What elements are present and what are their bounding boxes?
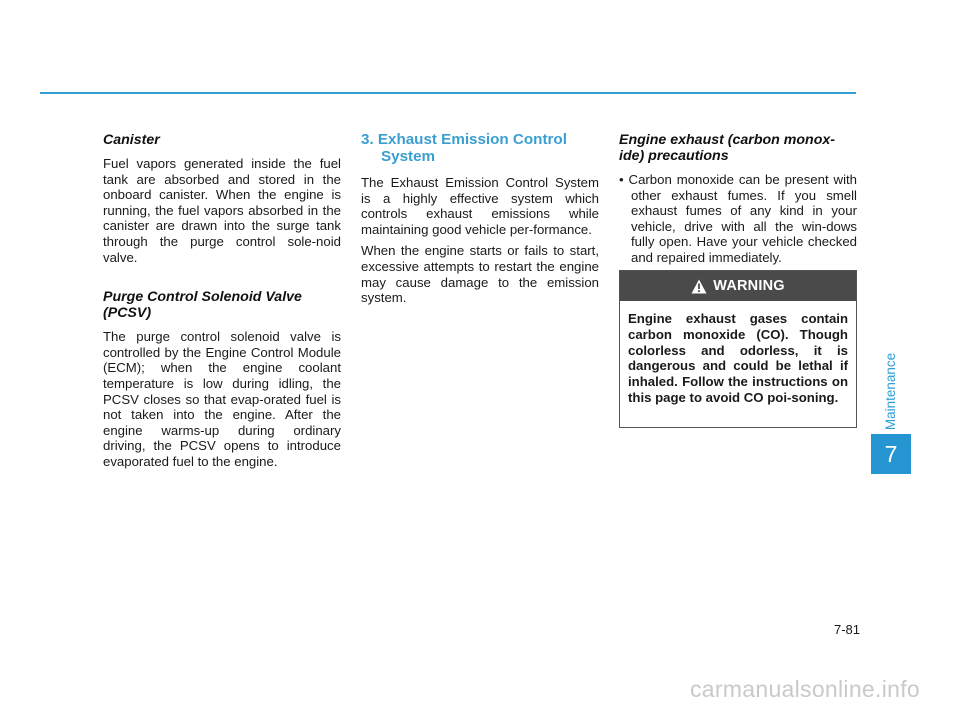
side-label-text: Maintenance: [883, 352, 899, 430]
top-rule: [40, 92, 856, 94]
side-section-label: [881, 346, 901, 436]
warning-triangle-icon: [691, 279, 707, 294]
warning-header: [620, 271, 856, 301]
pcsv-text: The purge control solenoid valve is controlled by the Engine Control Module (ECM); when the engine coolant temperature is low during idling, the PCSV closes so that evap-orated fuel is not taken into the engine. After the engine warms-up during ordinary driving, the PCSV opens to introduce evaporated fuel to the engine.: [103, 329, 341, 469]
warning-label: WARNING: [713, 278, 785, 294]
chapter-tab: [871, 434, 911, 474]
canister-heading: Canister: [103, 132, 160, 148]
section-heading: 3. Exhaust Emission Control System: [361, 131, 567, 165]
warning-box: [619, 270, 857, 428]
emission-para-1: The Exhaust Emission Control System is a highly effective system which controls exhaust emissions while maintaining good vehicle per-formance.: [361, 175, 599, 237]
pcsv-heading: Purge Control Solenoid Valve (PCSV): [103, 289, 302, 322]
canister-text: Fuel vapors generated inside the fuel tank are absorbed and stored in the onboard canister. When the engine is running, the fuel vapors absorbed in the canister are drawn into the surge tank through the purge control sole-noid valve.: [103, 156, 341, 265]
watermark: carmanualsonline.info: [689, 676, 920, 702]
exhaust-heading: Engine exhaust (carbon monox-ide) precautions: [619, 132, 835, 164]
emission-para-2: When the engine starts or fails to start, excessive attempts to restart the engine may cause damage to the emission system.: [361, 243, 599, 306]
column-middle: [361, 132, 599, 312]
warning-text: Engine exhaust gases contain carbon monoxide (CO). Though colorless and odorless, it is dangerous and could be lethal if inhaled. Follow the instructions on this page to avoid CO poi-soning.: [628, 311, 848, 405]
column-right: [619, 132, 857, 266]
page-number: 7-81: [833, 622, 860, 637]
chapter-number: 7: [884, 440, 898, 467]
exhaust-bullet: • Carbon monoxide can be present with other exhaust fumes. If you smell exhaust fumes of any kind in your vehicle, drive with all the win-dows fully open. Have your vehicle checked and repaired immediately.: [619, 172, 857, 265]
column-left: [103, 132, 341, 476]
